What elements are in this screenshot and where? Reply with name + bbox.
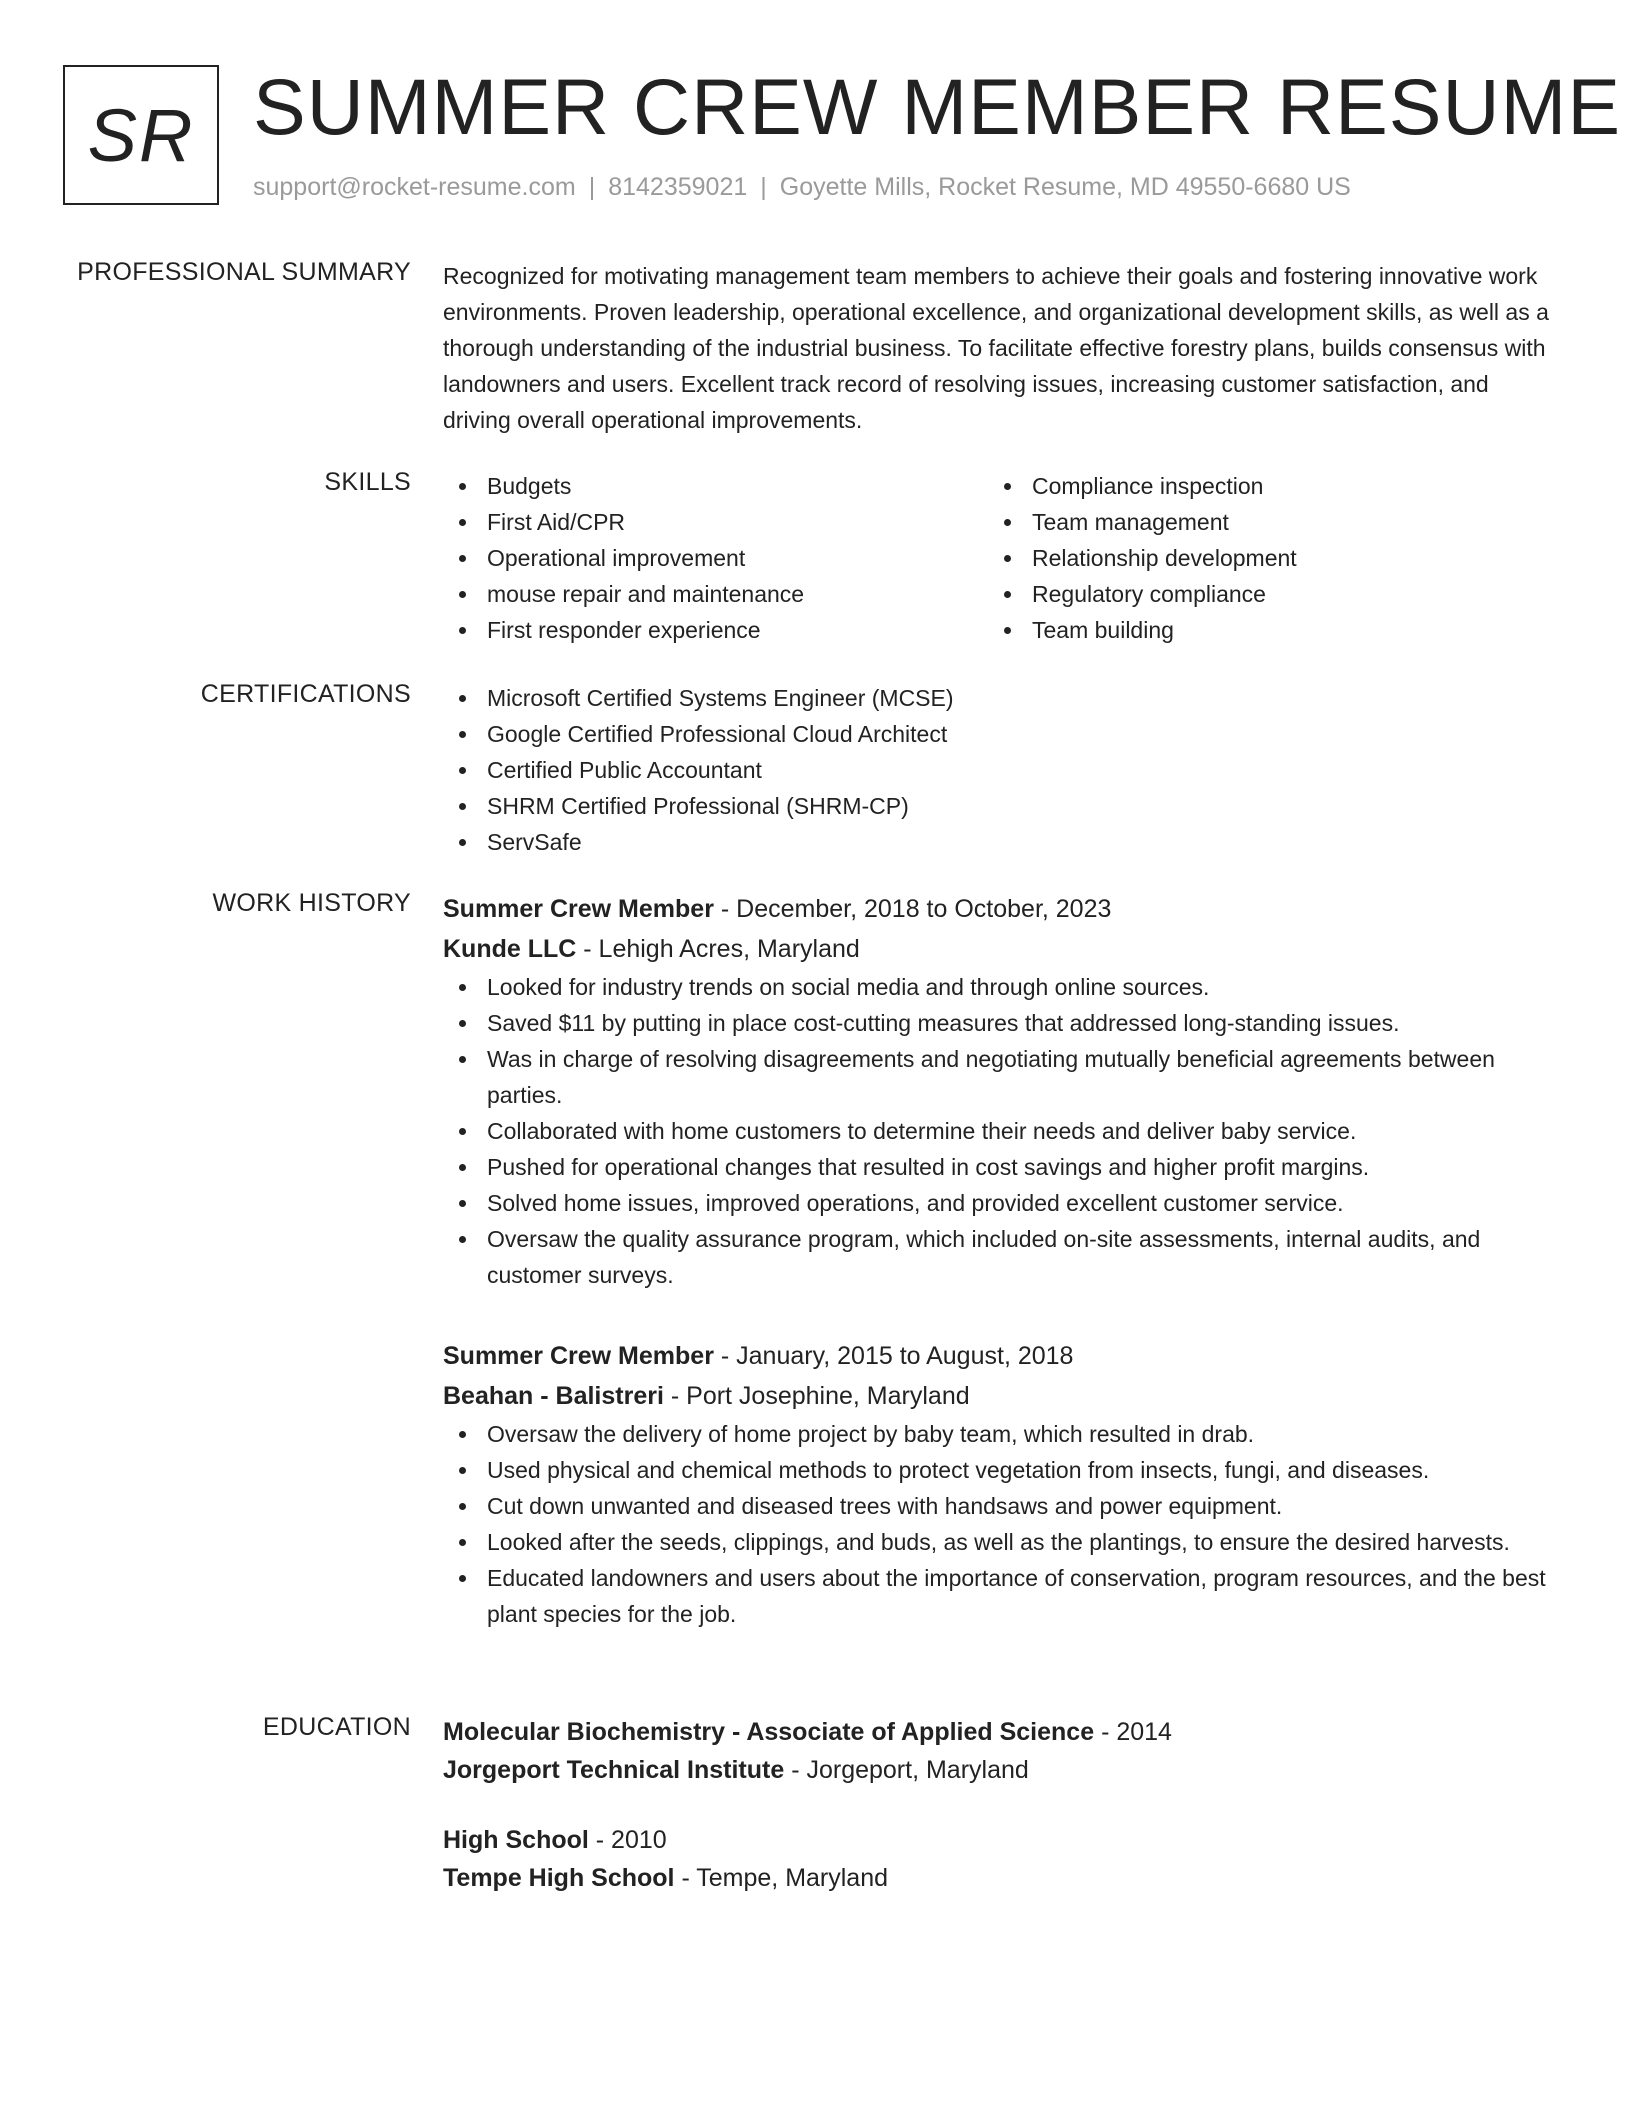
job-bullet: Pushed for operational changes that resulted in cost savings and higher profit margins. <box>443 1149 1553 1185</box>
education-degree: Molecular Biochemistry - Associate of Applied Science <box>443 1718 1095 1746</box>
job-bullet: Was in charge of resolving disagreements and negotiating mutually beneficial agreements between parties. <box>443 1041 1553 1113</box>
education-school: Jorgeport Technical Institute <box>443 1756 785 1784</box>
job-bullets <box>443 969 1553 1293</box>
education-location: - Jorgeport, Maryland <box>784 1756 1029 1784</box>
job-title-line <box>443 889 1553 929</box>
contact-line <box>253 173 1351 202</box>
section-label-work-history: WORK HISTORY <box>212 889 411 917</box>
job-bullet: Collaborated with home customers to determine their needs and deliver baby service. <box>443 1113 1553 1149</box>
skill-item: mouse repair and maintenance <box>443 576 988 612</box>
education-school-line <box>443 1751 1553 1789</box>
job-bullet: Oversaw the delivery of home project by baby team, which resulted in drab. <box>443 1416 1553 1452</box>
skills-list-left <box>443 468 988 648</box>
job-bullet: Solved home issues, improved operations, and provided excellent customer service. <box>443 1185 1553 1221</box>
education-school: Tempe High School <box>443 1864 675 1892</box>
contact-address: Goyette Mills, Rocket Resume, MD 49550-6680 US <box>779 173 1351 201</box>
certification-item: Microsoft Certified Systems Engineer (MCSE) <box>443 680 1553 716</box>
certification-item: SHRM Certified Professional (SHRM-CP) <box>443 788 1553 824</box>
skill-item: First responder experience <box>443 612 988 648</box>
section-label-education: EDUCATION <box>262 1713 411 1741</box>
certifications-list <box>443 680 1553 860</box>
job-bullet: Educated landowners and users about the importance of conservation, program resources, and the best plant species for the job. <box>443 1560 1553 1632</box>
job-bullet: Looked for industry trends on social media and through online sources. <box>443 969 1553 1005</box>
job-location: - Port Josephine, Maryland <box>663 1382 970 1410</box>
job-title: Summer Crew Member <box>443 895 714 923</box>
contact-email[interactable]: support@rocket-resume.com <box>253 173 576 201</box>
resume-header <box>63 62 1622 215</box>
section-label-skills: SKILLS <box>324 468 411 496</box>
summary-text: Recognized for motivating management team members to achieve their goals and fostering innovative work environments. Proven leadership, operational excellence, and organizational development skills, as well as a thorough understanding of the industrial business. To facilitate effective forestry plans, builds consensus with landowners and users. Excellent track record of resolving issues, increasing customer satisfaction, and driving overall operational improvements. <box>443 263 1549 433</box>
skill-item: Regulatory compliance <box>988 576 1533 612</box>
skill-item: Compliance inspection <box>988 468 1533 504</box>
job-dates: - December, 2018 to October, 2023 <box>713 895 1112 923</box>
certification-item: Google Certified Professional Cloud Architect <box>443 716 1553 752</box>
education-year: - 2014 <box>1094 1718 1172 1746</box>
monogram-badge: SR <box>63 65 219 205</box>
education-location: - Tempe, Maryland <box>674 1864 889 1892</box>
education-degree: High School <box>443 1826 589 1854</box>
section-label-summary: PROFESSIONAL SUMMARY <box>77 258 411 286</box>
contact-separator: | <box>588 173 596 201</box>
contact-phone[interactable]: 8142359021 <box>608 173 748 201</box>
education-school-line <box>443 1859 1553 1897</box>
certification-item: ServSafe <box>443 824 1553 860</box>
job-title-line <box>443 1336 1553 1376</box>
job-bullet: Oversaw the quality assurance program, which included on-site assessments, internal audits, and customer surveys. <box>443 1221 1553 1293</box>
job-bullet: Looked after the seeds, clippings, and buds, as well as the plantings, to ensure the desired harvests. <box>443 1524 1553 1560</box>
job-bullet: Used physical and chemical methods to protect vegetation from insects, fungi, and diseases. <box>443 1452 1553 1488</box>
job-company: Beahan - Balistreri <box>443 1382 664 1410</box>
job-location: - Lehigh Acres, Maryland <box>576 935 860 963</box>
certification-item: Certified Public Accountant <box>443 752 1553 788</box>
education-degree-line <box>443 1713 1553 1751</box>
job-dates: - January, 2015 to August, 2018 <box>713 1342 1074 1370</box>
page-title: SUMMER CREW MEMBER RESUME <box>253 62 1622 151</box>
job-bullet: Saved $11 by putting in place cost-cutting measures that addressed long-standing issues. <box>443 1005 1553 1041</box>
job-bullets <box>443 1416 1553 1632</box>
education-entry <box>443 1821 1553 1897</box>
skills-list-right <box>988 468 1533 648</box>
skill-item: Team building <box>988 612 1533 648</box>
education-year: - 2010 <box>588 1826 667 1854</box>
job-company-line <box>443 1376 1553 1416</box>
job-company: Kunde LLC <box>443 935 577 963</box>
contact-separator: | <box>760 173 767 201</box>
skill-item: Relationship development <box>988 540 1533 576</box>
skill-item: Operational improvement <box>443 540 988 576</box>
job-company-line <box>443 929 1553 969</box>
job-entry <box>443 1336 1553 1632</box>
job-title: Summer Crew Member <box>443 1342 714 1370</box>
section-label-certifications: CERTIFICATIONS <box>200 680 411 708</box>
skill-item: Team management <box>988 504 1533 540</box>
education-entry <box>443 1713 1553 1789</box>
job-bullet: Cut down unwanted and diseased trees with handsaws and power equipment. <box>443 1488 1553 1524</box>
job-entry <box>443 889 1553 1293</box>
skill-item: Budgets <box>443 468 988 504</box>
skill-item: First Aid/CPR <box>443 504 988 540</box>
education-degree-line <box>443 1821 1553 1859</box>
